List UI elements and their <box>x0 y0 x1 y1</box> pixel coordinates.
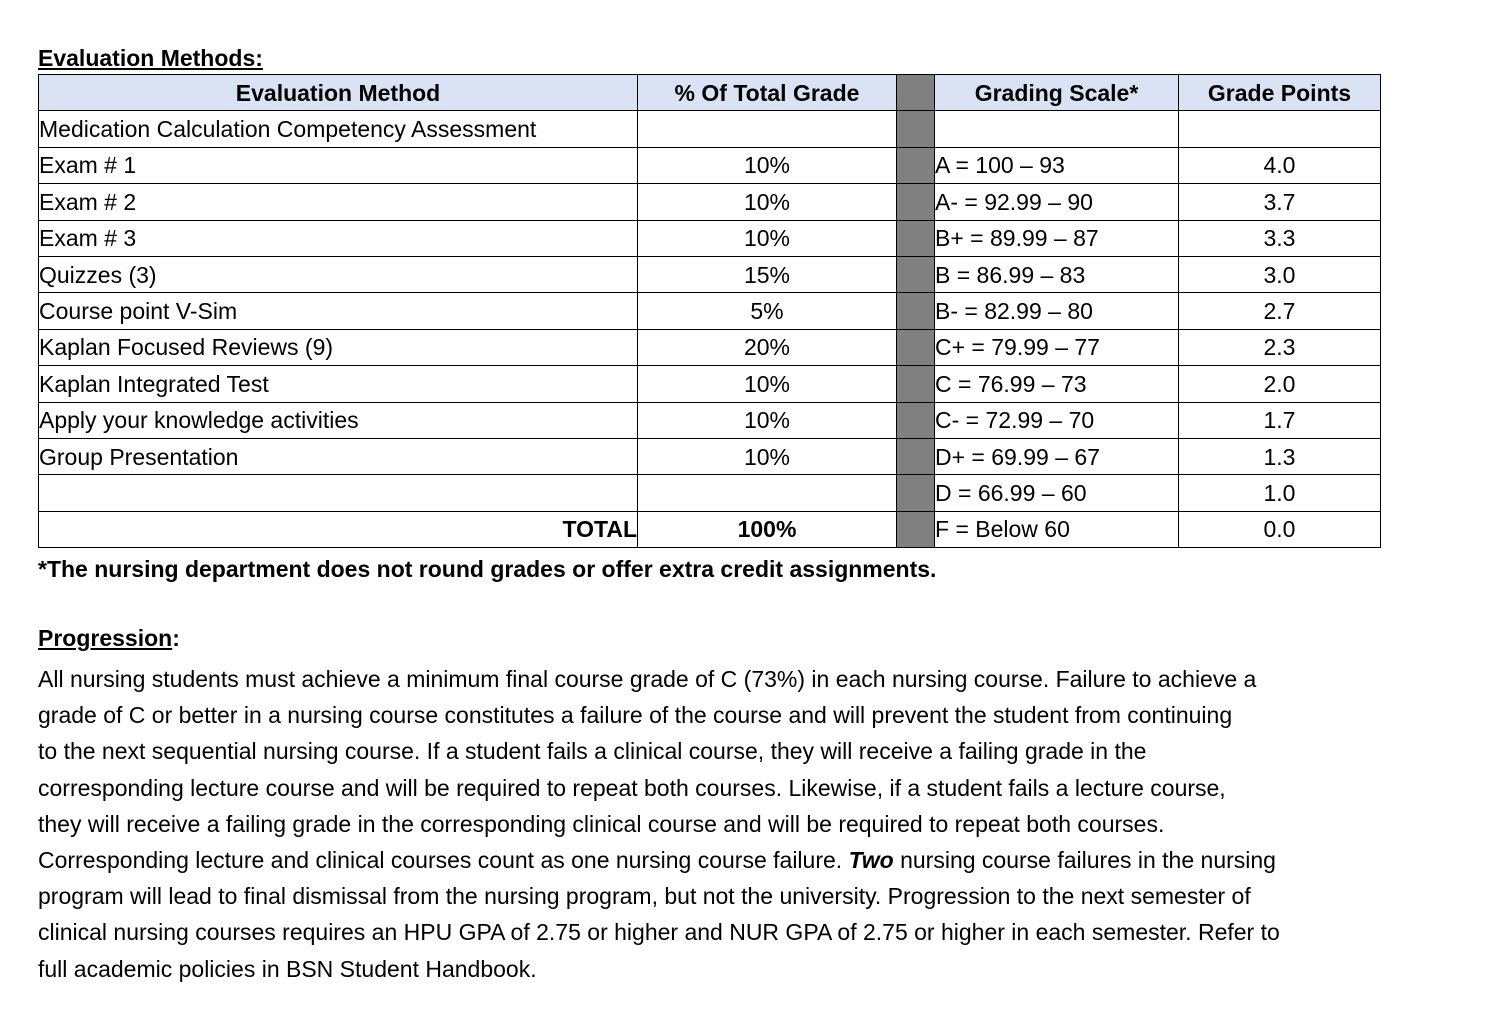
grade-points-cell <box>1179 111 1381 147</box>
total-label: TOTAL <box>39 511 638 547</box>
grade-points-cell: 0.0 <box>1179 511 1381 547</box>
evaluation-method-cell: Exam # 3 <box>39 220 638 256</box>
table-row <box>39 256 1381 292</box>
table-header-row <box>39 75 1381 111</box>
paragraph-line: they will receive a failing grade in the corresponding clinical course and will be required to repeat both courses. <box>38 810 1165 837</box>
grade-points-cell: 3.0 <box>1179 256 1381 292</box>
table-row <box>39 111 1381 147</box>
grade-points-cell: 1.3 <box>1179 438 1381 474</box>
table-row <box>39 329 1381 365</box>
progression-heading <box>38 624 180 652</box>
paragraph-line: corresponding lecture course and will be required to repeat both courses. Likewise, if a student fails a lecture course, <box>38 774 1226 801</box>
paragraph-text: Corresponding lecture and clinical courses count as one nursing course failure. <box>38 847 849 874</box>
paragraph-line: clinical nursing courses requires an HPU GPA of 2.75 or higher and NUR GPA of 2.75 or higher in each semester. Refer to <box>38 919 1280 946</box>
grade-points-cell: 3.3 <box>1179 220 1381 256</box>
grading-scale-cell: C- = 72.99 – 70 <box>935 402 1179 438</box>
grading-scale-cell: A = 100 – 93 <box>935 147 1179 183</box>
table-divider-column <box>897 111 935 147</box>
table-divider-column <box>897 511 935 547</box>
grading-scale-cell: B = 86.99 – 83 <box>935 256 1179 292</box>
percent-cell: 10% <box>638 366 897 402</box>
header-grading-scale: Grading Scale* <box>935 75 1179 111</box>
grading-scale-cell: F = Below 60 <box>935 511 1179 547</box>
table-divider-column <box>897 184 935 220</box>
table-divider-column <box>897 402 935 438</box>
table-divider-column <box>897 438 935 474</box>
evaluation-method-cell: Exam # 2 <box>39 184 638 220</box>
paragraph-line: grade of C or better in a nursing course constitutes a failure of the course and will prevent the student from continuing <box>38 702 1233 729</box>
total-percent: 100% <box>638 511 897 547</box>
percent-cell: 10% <box>638 147 897 183</box>
grading-scale-cell: D+ = 69.99 – 67 <box>935 438 1179 474</box>
paragraph-line: program will lead to final dismissal from the nursing program, but not the university. Progression to the next semester of <box>38 883 1251 910</box>
table-divider-column <box>897 256 935 292</box>
evaluation-method-cell: Apply your knowledge activities <box>39 402 638 438</box>
grading-scale-cell: B+ = 89.99 – 87 <box>935 220 1179 256</box>
paragraph-line: to the next sequential nursing course. If a student fails a clinical course, they will receive a failing grade in the <box>38 738 1147 765</box>
grade-points-cell: 2.0 <box>1179 366 1381 402</box>
grade-points-cell: 2.7 <box>1179 293 1381 329</box>
grade-points-cell: 1.7 <box>1179 402 1381 438</box>
grade-points-cell: 2.3 <box>1179 329 1381 365</box>
rounding-note: *The nursing department does not round grades or offer extra credit assignments. <box>38 556 937 582</box>
evaluation-grading-table <box>38 74 1381 548</box>
header-evaluation-method: Evaluation Method <box>39 75 638 111</box>
percent-cell: 15% <box>638 256 897 292</box>
paragraph-line: All nursing students must achieve a minimum final course grade of C (73%) in each nursing course. Failure to achieve a <box>38 666 1257 692</box>
grading-scale-cell <box>935 111 1179 147</box>
table-row <box>39 184 1381 220</box>
table-divider-column <box>897 329 935 365</box>
table-row <box>39 147 1381 183</box>
table-divider-column <box>897 475 935 511</box>
paragraph-line: full academic policies in BSN Student Handbook. <box>38 955 537 982</box>
percent-cell <box>638 475 897 511</box>
evaluation-method-cell: Kaplan Focused Reviews (9) <box>39 329 638 365</box>
percent-cell <box>638 111 897 147</box>
table-row <box>39 293 1381 329</box>
evaluation-method-cell <box>39 475 638 511</box>
grading-scale-cell: D = 66.99 – 60 <box>935 475 1179 511</box>
evaluation-method-cell: Quizzes (3) <box>39 256 638 292</box>
evaluation-method-cell: Group Presentation <box>39 438 638 474</box>
percent-cell: 10% <box>638 402 897 438</box>
table-row <box>39 220 1381 256</box>
grade-points-cell: 3.7 <box>1179 184 1381 220</box>
table-row <box>39 438 1381 474</box>
grading-scale-cell: C = 76.99 – 73 <box>935 366 1179 402</box>
table-row <box>39 366 1381 402</box>
percent-cell: 10% <box>638 220 897 256</box>
table-divider-column <box>897 75 935 111</box>
percent-cell: 10% <box>638 184 897 220</box>
progression-paragraph <box>38 661 1478 987</box>
header-percent-total-grade: % Of Total Grade <box>638 75 897 111</box>
progression-heading-colon: : <box>172 625 180 651</box>
table-total-row <box>39 511 1381 547</box>
evaluation-method-cell: Exam # 1 <box>39 147 638 183</box>
table-row <box>39 402 1381 438</box>
paragraph-line <box>38 842 1478 878</box>
table-row <box>39 475 1381 511</box>
table-divider-column <box>897 147 935 183</box>
percent-cell: 10% <box>638 438 897 474</box>
progression-heading-text: Progression <box>38 625 173 651</box>
evaluation-method-cell: Kaplan Integrated Test <box>39 366 638 402</box>
percent-cell: 5% <box>638 293 897 329</box>
percent-cell: 20% <box>638 329 897 365</box>
evaluation-method-cell: Course point V-Sim <box>39 293 638 329</box>
table-divider-column <box>897 366 935 402</box>
evaluation-method-cell: Medication Calculation Competency Assessment <box>39 111 638 147</box>
grade-points-cell: 1.0 <box>1179 475 1381 511</box>
paragraph-text: nursing course failures in the nursing <box>893 847 1276 874</box>
grading-scale-cell: B- = 82.99 – 80 <box>935 293 1179 329</box>
grading-scale-cell: C+ = 79.99 – 77 <box>935 329 1179 365</box>
header-grade-points: Grade Points <box>1179 75 1381 111</box>
table-divider-column <box>897 293 935 329</box>
grading-scale-cell: A- = 92.99 – 90 <box>935 184 1179 220</box>
grade-points-cell: 4.0 <box>1179 147 1381 183</box>
table-divider-column <box>897 220 935 256</box>
emphasis-two: Two <box>848 847 894 874</box>
evaluation-methods-heading: Evaluation Methods: <box>38 45 263 71</box>
